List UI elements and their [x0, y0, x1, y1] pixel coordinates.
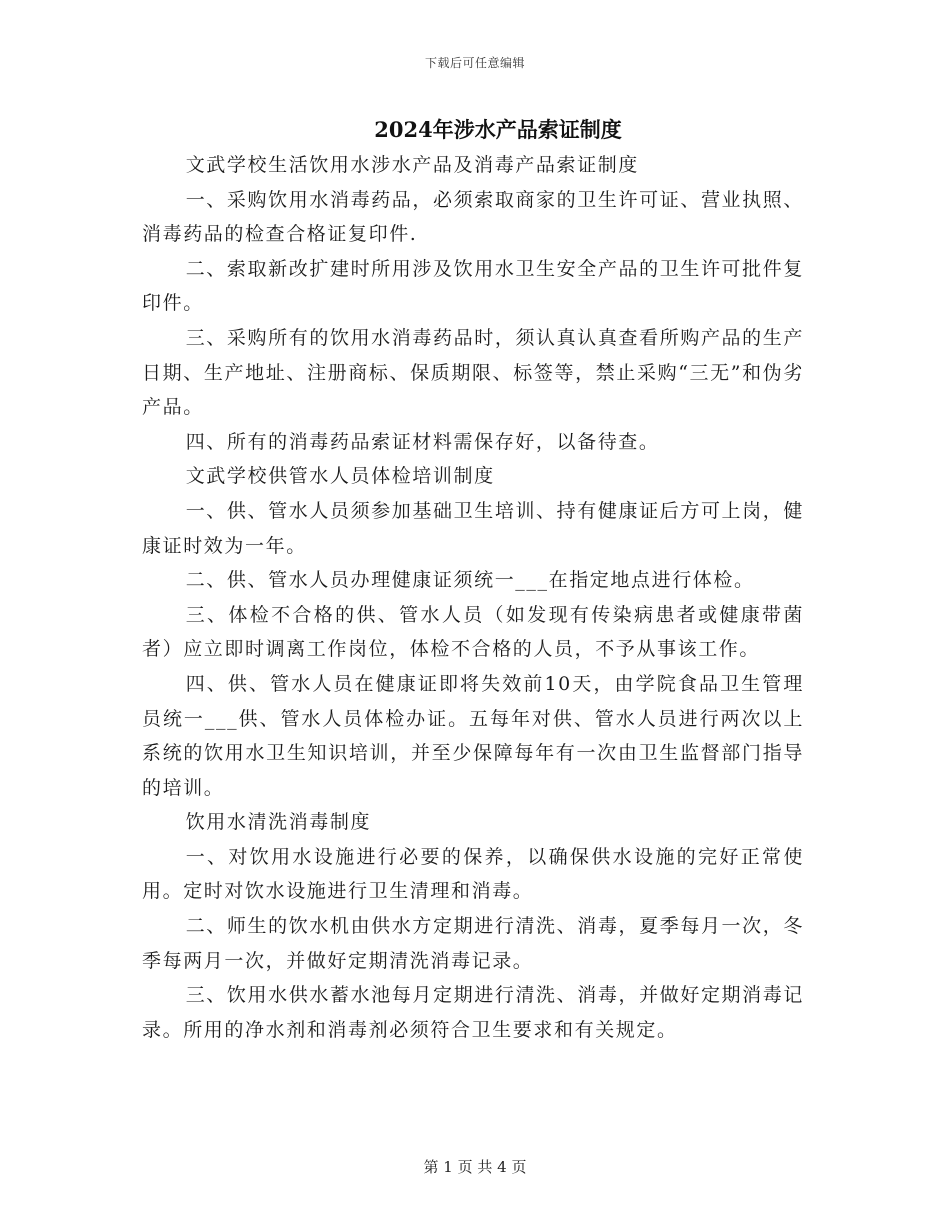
section-heading-training: 文武学校供管水人员体检培训制度	[185, 465, 495, 488]
paragraph: 三、饮用水供水蓄水池每月定期进行清洗、消毒，并做好定期消毒记录。所用的净水剂和消毒剂必须符合卫生要求和有关规定。	[142, 984, 804, 1041]
paragraph: 一、供、管水人员须参加基础卫生培训、持有健康证后方可上岗，健康证时效为一年。	[142, 499, 804, 557]
page-number: 第 1 页 共 4 页	[423, 1158, 527, 1176]
paragraph: 一、对饮用水设施进行必要的保养，以确保供水设施的完好正常使用。定时对饮水设施进行卫生清理和消毒。	[142, 845, 804, 903]
paragraph: 三、采购所有的饮用水消毒药品时，须认真认真查看所购产品的生产日期、生产地址、注册商标、保质期限、标签等，禁止采购“三无”和伪劣产品。	[142, 326, 804, 419]
document-title: 2024年涉水产品索证制度	[374, 117, 622, 142]
section-heading-disinfection: 饮用水清洗消毒制度	[185, 811, 372, 834]
paragraph: 二、师生的饮水机由供水方定期进行清洗、消毒，夏季每月一次，冬季每两月一次，并做好定期清洗消毒记录。	[142, 915, 804, 972]
paragraph: 二、索取新改扩建时所用涉及饮用水卫生安全产品的卫生许可批件复印件。	[142, 257, 804, 315]
paragraph: 四、供、管水人员在健康证即将失效前10天，由学院食品卫生管理员统一___供、管水人员体检办证。五每年对供、管水人员进行两次以上系统的饮用水卫生知识培训，并至少保障每年有一次由卫生监督部门指导的培训。	[142, 672, 804, 799]
paragraph: 二、供、管水人员办理健康证须统一___在指定地点进行体检。	[185, 569, 755, 592]
paragraph: 一、采购饮用水消毒药品，必须索取商家的卫生许可证、营业执照、消毒药品的检查合格证复印件.	[142, 188, 804, 246]
document-body	[142, 148, 804, 1047]
paragraph: 三、体检不合格的供、管水人员（如发现有传染病患者或健康带菌者）应立即时调离工作岗位，体检不合格的人员，不予从事该工作。	[142, 603, 804, 661]
paragraph: 四、所有的消毒药品索证材料需保存好，以备待查。	[185, 430, 660, 453]
header-note: 下载后可任意编辑	[424, 56, 525, 70]
section-heading-certificate: 文武学校生活饮用水涉水产品及消毒产品索证制度	[185, 154, 639, 176]
